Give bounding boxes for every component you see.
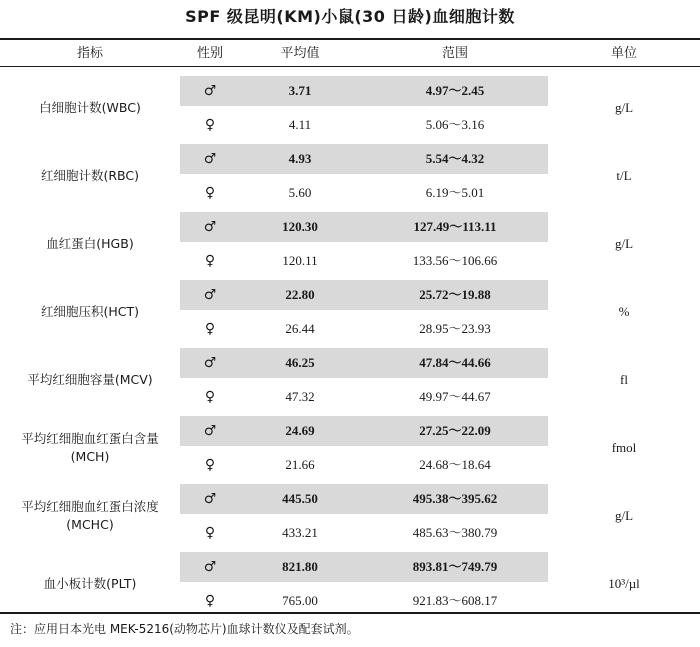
- unit-label: g/L: [614, 100, 634, 115]
- male-mean: 24.69: [285, 423, 315, 438]
- female-mean: 47.32: [285, 389, 315, 404]
- female-mean: 4.11: [288, 117, 312, 132]
- indicator-label-line: 红细胞计数(RBC): [40, 168, 140, 183]
- female-symbol: ♀: [204, 525, 216, 541]
- indicator-label: [0, 498, 180, 534]
- male-range: 495.38～395.62: [412, 491, 498, 506]
- male-symbol: ♂: [203, 423, 217, 439]
- female-mean: 5.60: [288, 185, 312, 200]
- male-range: 27.25～22.09: [419, 423, 491, 438]
- female-range: 5.06～3.16: [425, 117, 485, 132]
- bottom-rule: [0, 612, 700, 614]
- female-range: 485.63～380.79: [412, 525, 498, 540]
- male-symbol: ♂: [203, 219, 217, 235]
- male-mean: 821.80: [282, 559, 318, 574]
- male-mean: 22.80: [285, 287, 315, 302]
- male-range: 47.84～44.66: [419, 355, 491, 370]
- indicator-label-line: 血红蛋白(HGB): [46, 236, 134, 251]
- unit-label: fmol: [611, 440, 637, 455]
- male-symbol: ♂: [203, 355, 217, 371]
- table-title: SPF 级昆明(KM)小鼠(30 日龄)血细胞计数: [185, 7, 515, 26]
- header-indicator: 指标: [76, 46, 103, 61]
- header-rule: [0, 66, 700, 67]
- male-symbol: ♂: [203, 287, 217, 303]
- footnote: 注：应用日本光电 MEK-5216(动物芯片)血球计数仪及配套试剂。: [10, 622, 359, 636]
- indicator-label-line: 血小板计数(PLT): [43, 576, 137, 591]
- header-range: 范围: [441, 46, 468, 61]
- female-mean: 21.66: [285, 457, 315, 472]
- female-range: 133.56～106.66: [412, 253, 498, 268]
- indicator-label: [0, 430, 180, 466]
- male-range: 5.54～4.32: [425, 151, 485, 166]
- indicator-label-line: 白细胞计数(WBC): [39, 100, 141, 115]
- indicator-label: [0, 99, 180, 117]
- female-symbol: ♀: [204, 321, 216, 337]
- header-sex: 性别: [196, 46, 223, 61]
- indicator-label-line: 平均红细胞容量(MCV): [27, 372, 153, 387]
- indicator-label-line: 平均红细胞血红蛋白浓度: [21, 499, 159, 514]
- indicator-label-line: 红细胞压积(HCT): [40, 304, 140, 319]
- male-mean: 46.25: [285, 355, 315, 370]
- top-rule: [0, 38, 700, 40]
- female-mean: 120.11: [282, 253, 318, 268]
- female-symbol: ♀: [204, 185, 216, 201]
- indicator-label-line: 平均红细胞血红蛋白含量: [21, 431, 159, 446]
- male-symbol: ♂: [203, 151, 217, 167]
- female-symbol: ♀: [204, 593, 216, 609]
- male-symbol: ♂: [203, 491, 217, 507]
- male-mean: 120.30: [282, 219, 318, 234]
- male-mean: 3.71: [288, 83, 312, 98]
- unit-label: g/L: [614, 508, 634, 523]
- unit-label: fl: [620, 372, 628, 387]
- female-range: 49.97～44.67: [419, 389, 491, 404]
- indicator-label: [0, 371, 180, 389]
- female-symbol: ♀: [204, 457, 216, 473]
- male-symbol: ♂: [203, 559, 217, 575]
- female-range: 24.68～18.64: [419, 457, 491, 472]
- unit-label: 10³/µl: [608, 576, 640, 591]
- male-range: 4.97～2.45: [425, 83, 485, 98]
- female-symbol: ♀: [204, 253, 216, 269]
- female-range: 28.95～23.93: [419, 321, 491, 336]
- header-mean: 平均值: [280, 46, 320, 61]
- indicator-label: [0, 303, 180, 321]
- indicator-label: [0, 575, 180, 593]
- male-range: 127.49～113.11: [413, 219, 497, 234]
- female-symbol: ♀: [204, 389, 216, 405]
- male-range: 893.81～749.79: [412, 559, 498, 574]
- indicator-label-line: (MCH): [70, 449, 110, 464]
- male-mean: 4.93: [288, 151, 312, 166]
- male-symbol: ♂: [203, 83, 217, 99]
- female-range: 6.19～5.01: [425, 185, 485, 200]
- female-symbol: ♀: [204, 117, 216, 133]
- male-range: 25.72～19.88: [419, 287, 491, 302]
- header-unit: 单位: [610, 46, 637, 61]
- female-range: 921.83～608.17: [412, 593, 498, 608]
- female-mean: 765.00: [282, 593, 318, 608]
- male-mean: 445.50: [282, 491, 318, 506]
- female-mean: 433.21: [282, 525, 318, 540]
- unit-label: %: [618, 304, 630, 319]
- unit-label: g/L: [614, 236, 634, 251]
- indicator-label: [0, 235, 180, 253]
- female-mean: 26.44: [285, 321, 315, 336]
- indicator-label-line: (MCHC): [66, 517, 114, 532]
- indicator-label: [0, 167, 180, 185]
- unit-label: t/L: [616, 168, 632, 183]
